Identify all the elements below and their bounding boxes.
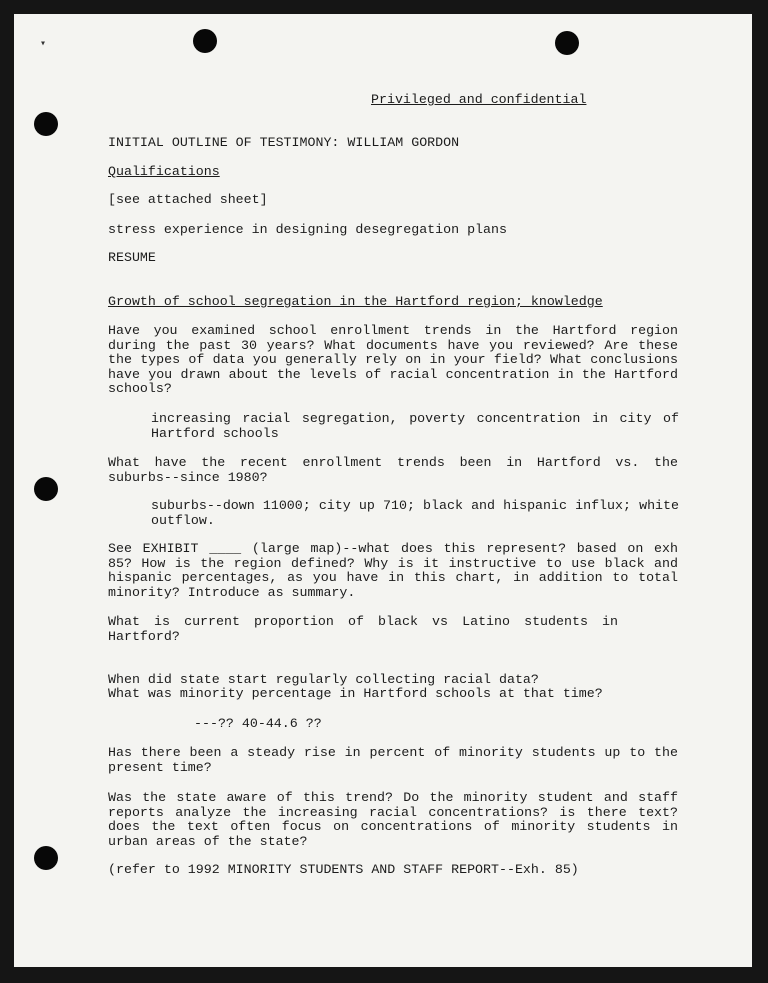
question-2: What have the recent enrollment trends been in Hartford vs. the suburbs--since 1980? bbox=[108, 455, 678, 485]
question-6: Has there been a steady rise in percent of minority students up to the present time? bbox=[108, 745, 678, 775]
growth-heading: Growth of school segregation in the Hartford region; knowledge bbox=[108, 294, 603, 309]
confidential-note: Privileged and confidential bbox=[371, 92, 587, 107]
punch-hole-top-right bbox=[555, 31, 579, 55]
answer-1: increasing racial segregation, poverty concentration in city of Hartford schools bbox=[151, 411, 679, 441]
question-4: What is current proportion of black vs Latino students in Hartford? bbox=[108, 614, 618, 644]
document-title: INITIAL OUTLINE OF TESTIMONY: WILLIAM GORDON bbox=[108, 135, 460, 150]
question-7: Was the state aware of this trend? Do the minority student and staff reports analyze the increasing racial concentrations? is there text? does the text often focus on concentrations of minority students in urban areas of the state? bbox=[108, 790, 678, 849]
answer-2: suburbs--down 11000; city up 710; black and hispanic influx; white outflow. bbox=[151, 498, 679, 528]
answer-5: ---?? 40-44.6 ?? bbox=[194, 716, 322, 731]
question-1: Have you examined school enrollment trends in the Hartford region during the past 30 years? What documents have you reviewed? Are these the types of data you generally rely on in your field? What conclusions have you drawn about the levels of racial concentration in the Hartford schools? bbox=[108, 323, 678, 397]
punch-hole-top-left bbox=[193, 29, 217, 53]
scan-speck: ▾ bbox=[40, 39, 47, 50]
punch-hole-left-upper bbox=[34, 112, 58, 136]
document-page bbox=[14, 14, 752, 967]
qualifications-heading: Qualifications bbox=[108, 164, 220, 179]
punch-hole-left-middle bbox=[34, 477, 58, 501]
qualifications-line-1: [see attached sheet] bbox=[108, 192, 268, 207]
question-5b: What was minority percentage in Hartford schools at that time? bbox=[108, 686, 603, 701]
question-5a: When did state start regularly collecting racial data? bbox=[108, 672, 539, 687]
question-3: See EXHIBIT ____ (large map)--what does this represent? based on exh 85? How is the region defined? Why is it instructive to use black and hispanic percentages, as you have in this chart, in addition to total minority? Introduce as summary. bbox=[108, 541, 678, 600]
exhibit-reference: (refer to 1992 MINORITY STUDENTS AND STAFF REPORT--Exh. 85) bbox=[108, 862, 579, 877]
punch-hole-left-lower bbox=[34, 846, 58, 870]
qualifications-line-2: stress experience in designing desegregation plans bbox=[108, 222, 507, 237]
qualifications-line-3: RESUME bbox=[108, 250, 156, 265]
